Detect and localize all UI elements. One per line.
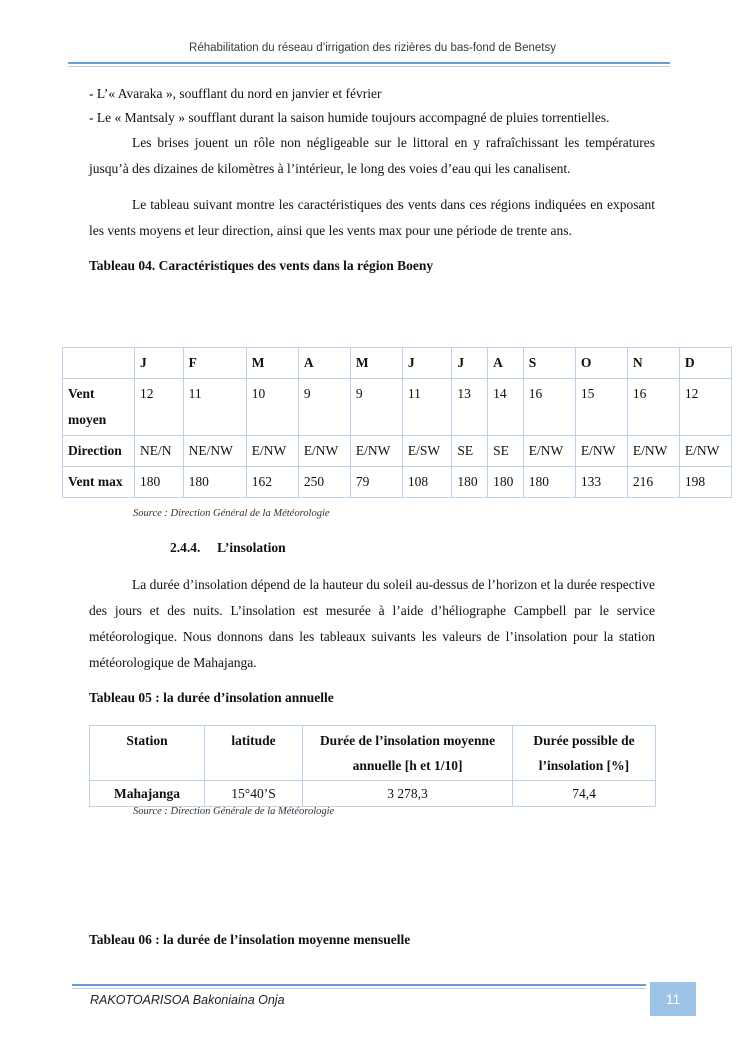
table-cell: 180 (183, 467, 246, 498)
column-header: latitude (205, 726, 303, 781)
table-row-direction (63, 436, 732, 467)
table05-source: Source : Direction Générale de la Météorologie (133, 806, 335, 817)
table-cell: 10 (246, 379, 298, 436)
row-label: Direction (63, 436, 135, 467)
table-cell: 15°40’S (205, 781, 303, 807)
column-header: Durée de l’insolation moyenne annuelle [h et 1/10] (303, 726, 513, 781)
table-cell: E/NW (350, 436, 402, 467)
table-cell: 180 (452, 467, 488, 498)
column-header: Durée possible de l’insolation [%] (513, 726, 656, 781)
footer-rule-thin (72, 988, 646, 989)
table-cell: 216 (627, 467, 679, 498)
page-content (89, 82, 655, 278)
table-cell: 13 (452, 379, 488, 436)
paragraph-table-intro: Le tableau suivant montre les caractéristiques des vents dans ces régions indiquées en exposant les vents moyens et leur direction, ainsi que les vents max pour une période de trente ans. (89, 197, 655, 238)
running-header: Réhabilitation du réseau d’irrigation des rizières du bas-fond de Benetsy (189, 42, 556, 54)
table-row-vent-moyen (63, 379, 732, 436)
table-cell: 16 (627, 379, 679, 436)
table-cell: NE/N (135, 436, 184, 467)
wind-table-header-row (63, 348, 732, 379)
table-cell: 9 (298, 379, 350, 436)
table-cell: Mahajanga (90, 781, 205, 807)
bullet-mantsaly: - Le « Mantsaly » soufflant durant la saison humide toujours accompagné de pluies torrentielles. (89, 110, 610, 125)
month-header: J (452, 348, 488, 379)
header-rule-thin (68, 66, 670, 67)
table-cell: 250 (298, 467, 350, 498)
table-cell: 133 (575, 467, 627, 498)
table-row (90, 781, 656, 807)
paragraph-insolation: La durée d’insolation dépend de la hauteur du soleil au-dessus de l’horizon et la durée respective des jours et des nuits. L’insolation est mesurée à l’aide d’héliographe Campbell par le service météorologique. Nous donnons dans les tableaux suivants les valeurs de l’insolation pour la station météorologique de Mahajanga. (89, 577, 655, 670)
table-cell: 180 (523, 467, 575, 498)
table-cell: 180 (135, 467, 184, 498)
month-header: A (488, 348, 524, 379)
table-cell: 12 (135, 379, 184, 436)
table-row-vent-max (63, 467, 732, 498)
table-cell: E/NW (575, 436, 627, 467)
table06-caption: Tableau 06 : la durée de l’insolation moyenne mensuelle (89, 932, 411, 947)
wind-table-corner (63, 348, 135, 379)
insolation-table-header-row (90, 726, 656, 781)
table-cell: 162 (246, 467, 298, 498)
month-header: S (523, 348, 575, 379)
table04-source: Source : Direction Général de la Météorologie (133, 508, 330, 519)
table-cell: 12 (679, 379, 731, 436)
table-cell: 14 (488, 379, 524, 436)
table-cell: 11 (183, 379, 246, 436)
table-cell: E/NW (627, 436, 679, 467)
table-cell: E/NW (298, 436, 350, 467)
table-cell: E/SW (402, 436, 451, 467)
table-cell: 15 (575, 379, 627, 436)
table-cell: 9 (350, 379, 402, 436)
footer-author: RAKOTOARISOA Bakoniaina Onja (90, 993, 285, 1007)
section-heading (170, 540, 286, 556)
table-cell: 11 (402, 379, 451, 436)
row-label: Vent max (63, 467, 135, 498)
month-header: M (350, 348, 402, 379)
table-cell: 79 (350, 467, 402, 498)
column-header: Station (90, 726, 205, 781)
table-cell: E/NW (679, 436, 731, 467)
section-number: 2.4.4. (170, 540, 201, 555)
month-header: A (298, 348, 350, 379)
month-header: J (402, 348, 451, 379)
row-label: Vent moyen (63, 379, 135, 436)
month-header: M (246, 348, 298, 379)
month-header: J (135, 348, 184, 379)
insolation-text-block (89, 572, 655, 710)
table04-caption: Tableau 04. Caractéristiques des vents dans la région Boeny (89, 258, 434, 273)
table-cell: 74,4 (513, 781, 656, 807)
table05-caption: Tableau 05 : la durée d’insolation annuelle (89, 690, 334, 705)
paragraph-breezes: Les brises jouent un rôle non négligeable sur le littoral en y rafraîchissant les températures jusqu’à des dizaines de kilomètres à l’intérieur, le long des voies d’eau qui les canalisent. (89, 135, 655, 176)
table-cell: SE (488, 436, 524, 467)
table-cell: E/NW (523, 436, 575, 467)
month-header: D (679, 348, 731, 379)
page-number: 11 (650, 982, 696, 1016)
table-cell: SE (452, 436, 488, 467)
table-cell: 108 (402, 467, 451, 498)
table-cell: NE/NW (183, 436, 246, 467)
footer-rule (72, 984, 646, 986)
month-header: N (627, 348, 679, 379)
table-cell: 180 (488, 467, 524, 498)
wind-table (62, 347, 732, 498)
header-rule (68, 62, 670, 64)
table-cell: 3 278,3 (303, 781, 513, 807)
insolation-table (89, 725, 656, 807)
table-cell: 16 (523, 379, 575, 436)
table-cell: E/NW (246, 436, 298, 467)
table-cell: 198 (679, 467, 731, 498)
month-header: O (575, 348, 627, 379)
bullet-avaraka: - L’« Avaraka », soufflant du nord en janvier et février (89, 86, 382, 101)
section-title: L’insolation (217, 540, 286, 555)
month-header: F (183, 348, 246, 379)
